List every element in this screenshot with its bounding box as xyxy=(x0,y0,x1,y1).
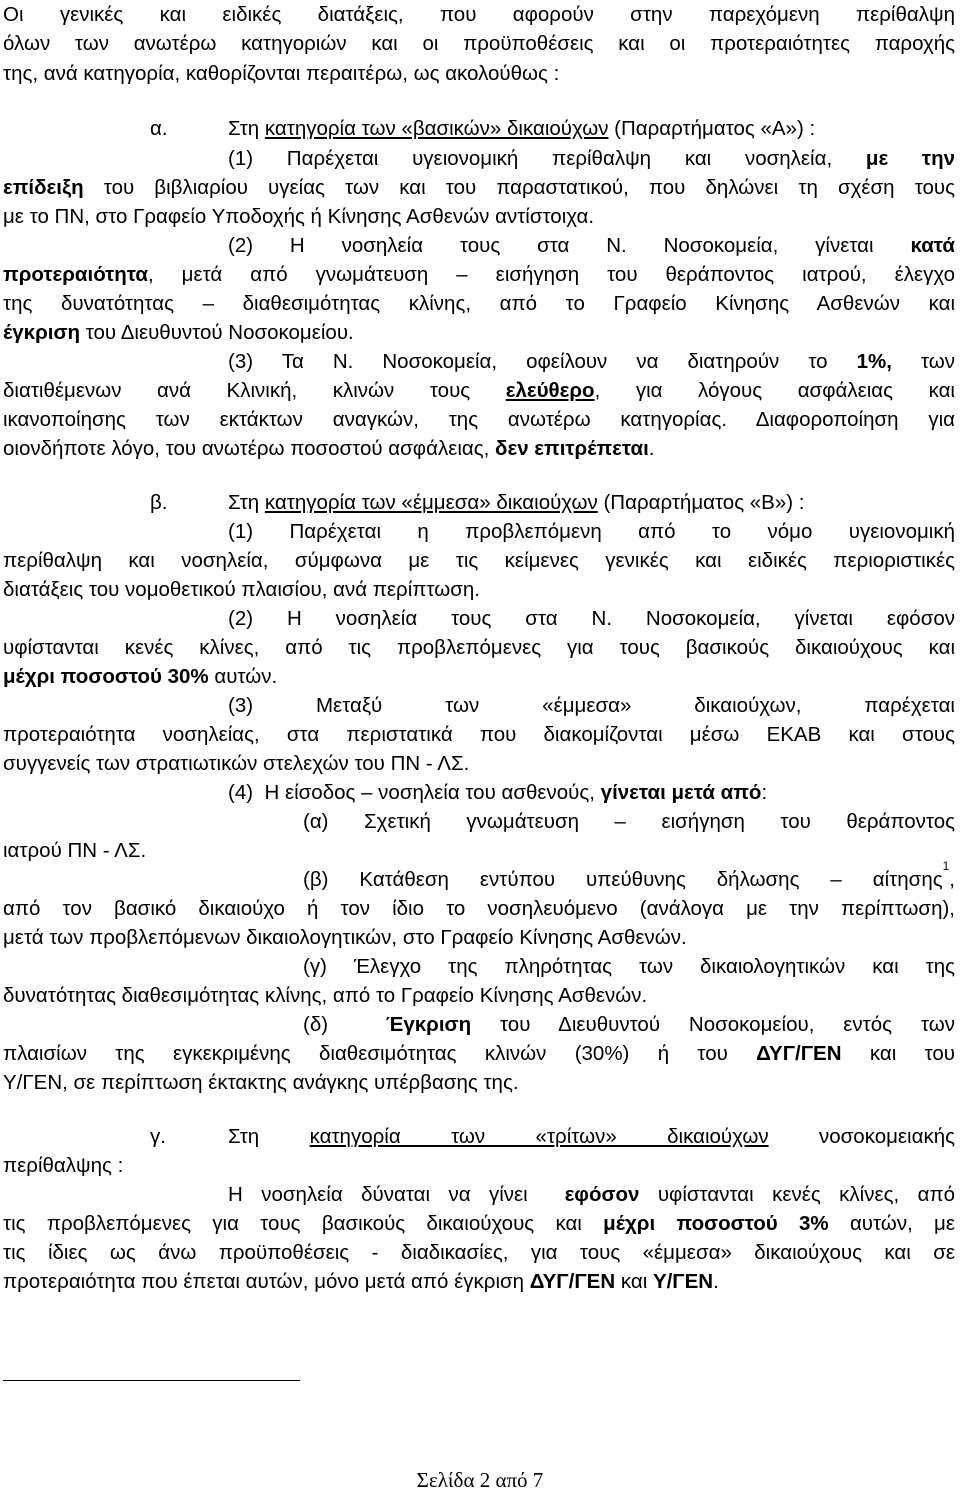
section-a-p1-line-1: (1) Παρέχεται υγειονομική περίθαλψη και νοσηλεία, με την xyxy=(228,147,955,170)
section-a-marker: α. xyxy=(150,117,168,140)
section-a-heading: Στη κατηγορία των «βασικών» δικαιούχων (Παραρτήματος «Α») : xyxy=(228,117,816,140)
footnote-ref[interactable]: 1 xyxy=(942,859,950,873)
section-b-marker: β. xyxy=(150,491,168,514)
section-b-p2-line-1: (2) Η νοσηλεία τους στα Ν. Νοσοκομεία, γίνεται εφόσον xyxy=(228,607,955,630)
section-b-item-c-line-2: δυνατότητας διαθεσιμότητας κλίνης, από το Γραφείο Κίνησης Ασθενών. xyxy=(3,984,648,1007)
section-b-p2-line-3: μέχρι ποσοστού 30% αυτών. xyxy=(3,665,278,688)
section-a-p3-line-2: διατιθέμενων ανά Κλινική, κλινών τους ελεύθερο, για λόγους ασφάλειας και xyxy=(3,379,955,402)
section-c-heading: Στη κατηγορία των «τρίτων» δικαιούχων νοσοκομειακής xyxy=(228,1125,955,1148)
section-c-p-line-3: τις ίδιες ως άνω προϋποθέσεις - διαδικασίες, για τους «έμμεσα» δικαιούχους και σε xyxy=(3,1241,955,1264)
section-c-heading-line-2: περίθαλψης : xyxy=(3,1154,124,1177)
intro-line-1: Οι γενικές και ειδικές διατάξεις, που αφορούν στην παρεχόμενη περίθαλψη xyxy=(3,3,955,26)
section-b-item-b-line-1: (β) Κατάθεση εντύπου υπεύθυνης δήλωσης – αίτησης$^1$, xyxy=(303,859,955,891)
section-b-item-d-line-3: Υ/ΓΕΝ, σε περίπτωση έκτακτης ανάγκης υπέρβασης της. xyxy=(3,1071,519,1094)
section-b-p1-line-2: περίθαλψη και νοσηλεία, σύμφωνα με τις κείμενες γενικές και ειδικές περιοριστικές xyxy=(3,549,955,572)
section-b-p3-line-2: προτεραιότητα νοσηλείας, στα περιστατικά που διακομίζονται μέσω ΕΚΑΒ και στους xyxy=(3,723,955,746)
section-b-item-d-line-1: (δ) Έγκριση του Διευθυντού Νοσοκομείου, εντός των xyxy=(303,1013,955,1036)
section-b-item-a-line-1: (α) Σχετική γνωμάτευση – εισήγηση του θεράποντος xyxy=(303,810,955,833)
page-number: Σελίδα 2 από 7 xyxy=(416,1468,544,1492)
section-b-p4-line-1: (4) Η είσοδος – νοσηλεία του ασθενούς, γίνεται μετά από: xyxy=(228,781,768,804)
section-a-p2-line-1: (2) Η νοσηλεία τους στα Ν. Νοσοκομεία, γίνεται κατά xyxy=(228,234,955,257)
intro-line-2: όλων των ανωτέρω κατηγοριών και οι προϋποθέσεις και οι προτεραιότητες παροχής xyxy=(3,32,955,55)
section-a-p1-line-3: με το ΠΝ, στο Γραφείο Υποδοχής ή Κίνησης Ασθενών αντίστοιχα. xyxy=(3,205,595,228)
section-b-item-b-line-3: μετά των προβλεπόμενων δικαιολογητικών, στο Γραφείο Κίνησης Ασθενών. xyxy=(3,926,687,949)
section-a-p2-line-2: προτεραιότητα, μετά από γνωμάτευση – εισήγηση του θεράποντος ιατρού, έλεγχο xyxy=(3,263,955,286)
section-b-item-b-line-2: από τον βασικό δικαιούχο ή τον ίδιο το νοσηλευόμενο (ανάλογα με την περίπτωση), xyxy=(3,897,955,920)
section-c-p-line-2: τις προβλεπόμενες για τους βασικούς δικαιούχους και μέχρι ποσοστού 3% αυτών, με xyxy=(3,1212,956,1235)
section-a-p3-line-1: (3) Τα Ν. Νοσοκομεία, οφείλουν να διατηρούν το 1%, των xyxy=(228,350,955,373)
section-a-p3-line-4: οιονδήποτε λόγο, του ανωτέρω ποσοστού ασφάλειας, δεν επιτρέπεται. xyxy=(3,437,655,460)
section-b-item-c-line-1: (γ) Έλεγχο της πληρότητας των δικαιολογητικών και της xyxy=(303,955,955,978)
section-a-p2-line-3: της δυνατότητας – διαθεσιμότητας κλίνης, από το Γραφείο Κίνησης Ασθενών και xyxy=(3,292,955,315)
section-b-item-d-line-2: πλαισίων της εγκεκριμένης διαθεσιμότητας κλινών (30%) ή του ΔΥΓ/ΓΕΝ και του xyxy=(3,1042,956,1065)
section-a-p3-line-3: ικανοποίησης των εκτάκτων αναγκών, της ανωτέρω κατηγορίας. Διαφοροποίηση για xyxy=(3,408,955,431)
section-c-p-line-1: Η νοσηλεία δύναται να γίνει εφόσον υφίστανται κενές κλίνες, από xyxy=(228,1183,955,1206)
intro-line-3: της, ανά κατηγορία, καθορίζονται περαιτέρω, ως ακολούθως : xyxy=(3,62,560,85)
section-b-p2-line-2: υφίστανται κενές κλίνες, από τις προβλεπόμενες για τους βασικούς δικαιούχους και xyxy=(3,636,955,659)
section-c-p-line-4: προτεραιότητα που έπεται αυτών, μόνο μετά από έγκριση ΔΥΓ/ΓΕΝ και Υ/ΓΕΝ. xyxy=(3,1270,719,1293)
footnote-separator xyxy=(3,1380,300,1381)
section-b-heading: Στη κατηγορία των «έμμεσα» δικαιούχων (Παραρτήματος «Β») : xyxy=(228,491,805,514)
section-b-p1-line-3: διατάξεις του νομοθετικού πλαισίου, ανά περίπτωση. xyxy=(3,578,480,601)
section-a-p2-line-4: έγκριση του Διευθυντού Νοσοκομείου. xyxy=(3,321,354,344)
section-b-item-a-line-2: ιατρού ΠΝ - ΛΣ. xyxy=(3,839,147,862)
section-a-p1-line-2: επίδειξη του βιβλιαρίου υγείας των και του παραστατικού, που δηλώνει τη σχέση τους xyxy=(3,176,955,199)
section-b-p3-line-3: συγγενείς των στρατιωτικών στελεχών του ΠΝ - ΛΣ. xyxy=(3,752,470,775)
section-c-marker: γ. xyxy=(150,1125,166,1148)
section-b-p3-line-1: (3) Μεταξύ των «έμμεσα» δικαιούχων, παρέχεται xyxy=(228,694,955,717)
section-b-p1-line-1: (1) Παρέχεται η προβλεπόμενη από το νόμο υγειονομική xyxy=(228,520,955,543)
